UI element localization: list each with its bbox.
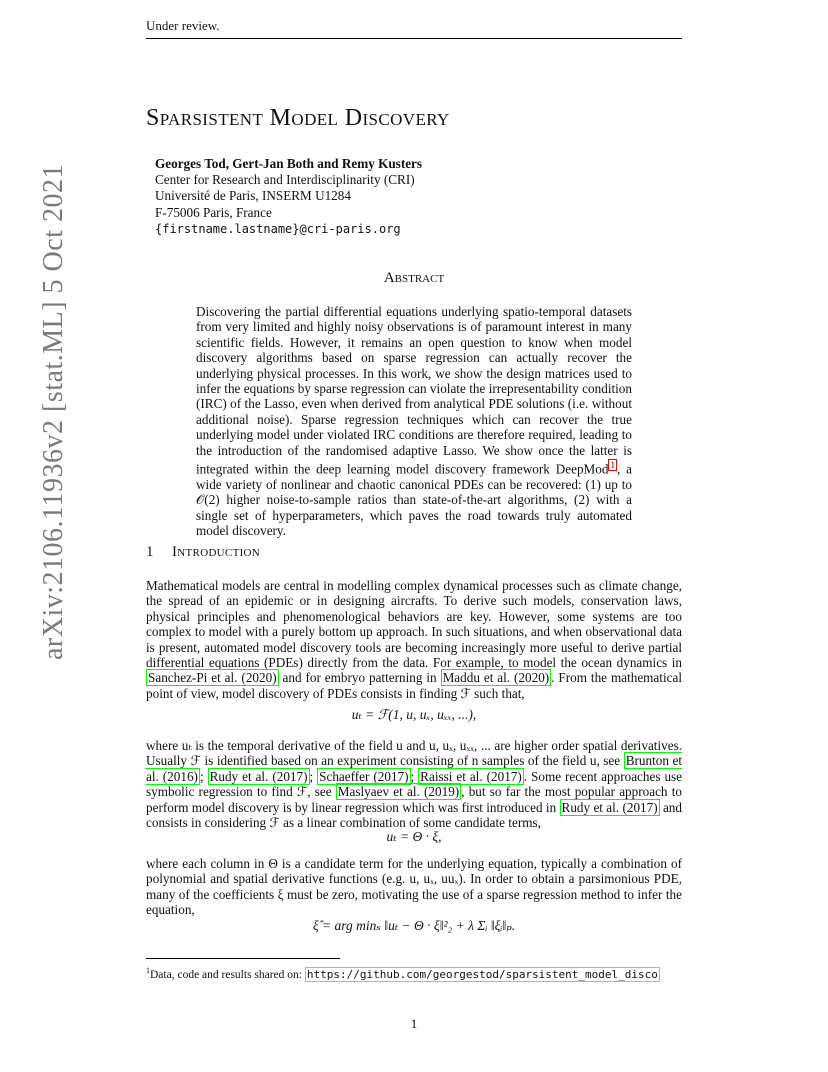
citation-link[interactable]: Raissi et al. (2017) (420, 768, 522, 784)
paragraph-text: where uₜ is the temporal derivative of the field u and u, uₓ, uₓₓ, ... are higher order spatial derivatives. Usually ℱ is identified based on an experiment consisting of n samples of the field u, see (146, 738, 682, 769)
footnote-link[interactable]: 1 (610, 460, 615, 471)
equation-3: ξ̂ = arg minₛ ‖uₜ − Θ · ξ‖²₂ + λ Σᵢ ‖ξᵢ‖ₚ. (312, 918, 516, 933)
author-block (155, 156, 422, 237)
intro-paragraph-2: where uₜ is the temporal derivative of the field u and u, uₓ, uₓₓ, ... are higher order spatial derivatives. Usually ℱ is identified based on an experiment consisting of n samples of the field u, see Brunton et al. (2016) ; Rudy et al. (2017) ; Schaeffer (2017) ; Raissi et al. (2017) . Some recent approaches use symbolic regression to find ℱ, see Maslyaev et al. (2019) , but so far the most popular approach to perform model discovery is by linear regression which was first introduced in Rudy et al. (2017) and consists in considering ℱ as a linear combination of some candidate terms, (146, 738, 683, 831)
footnote (146, 963, 686, 983)
author-names: Georges Tod, Gert-Jan Both and Remy Kusters (155, 156, 423, 171)
intro-paragraph-3: where each column in Θ is a candidate term for the underlying equation, typically a combination of polynomial and spatial derivative functions (e.g. u, uₓ, uuₓ). In order to obtain a parsimonious PDE, many of the coefficients ξ must be zero, motivating the use of a sparse regression method to infer the equation, (146, 856, 682, 918)
paper-title: Sparsistent Model Discovery (146, 105, 450, 131)
arxiv-identifier: arXiv:2106.11936v2 [stat.ML] 5 Oct 2021 (38, 164, 69, 660)
citation-link[interactable]: Schaeffer (2017) (319, 768, 409, 784)
header-rule (146, 38, 682, 39)
footnote-text: Data, code and results shared on: (150, 968, 305, 981)
author-email: {firstname.lastname}@cri-paris.org (155, 221, 401, 236)
affiliation-line-3: F-75006 Paris, France (155, 204, 272, 220)
paragraph-text: . From the mathematical point of view, model discovery of PDEs consists in finding ℱ such that, (146, 670, 682, 701)
citation-link[interactable]: Rudy et al. (2017) (209, 768, 308, 784)
section-title: Introduction (172, 544, 261, 560)
affiliation-line-1: Center for Research and Interdisciplinarity (CRI) (155, 172, 415, 188)
affiliation-line-2: Université de Paris, INSERM U1284 (155, 188, 351, 204)
header-text: Under review. (146, 18, 220, 33)
citation-link[interactable]: Maslyaev et al. (2019) (337, 784, 460, 800)
citation-link[interactable]: Maddu et al. (2020) (442, 670, 550, 686)
citation-link[interactable]: Sanchez-Pi et al. (2020) (148, 670, 277, 686)
page-number: 1 (410, 1016, 418, 1031)
paragraph-text: Mathematical models are central in modelling complex dynamical processes such as climate change, the spread of an epidemic or in designing aircrafts. To derive such models, conservation laws, physical principles and phenomenological behaviors are key. However, some systems are too complex to model with a purely bottom up approach. In such situations, and when observational data is present, automated model discovery tools are becoming increasingly more useful to derive partial differential equations (PDEs) directly from the data. For example, to model the ocean dynamics in (146, 578, 682, 671)
abstract-heading: Abstract (383, 270, 445, 286)
paragraph-text: and for embryo patterning in (278, 670, 441, 686)
citation-link[interactable]: Brunton et al. (2016) (146, 753, 682, 784)
paragraph-text: , but so far the most popular approach to perform model discovery is by linear regression which was first introduced in (146, 784, 682, 815)
paragraph-text: and consists in considering ℱ as a linear combination of some candidate terms, (146, 799, 682, 831)
equation-1: uₜ = ℱ(1, u, uₓ, uₓₓ, ...), (351, 707, 477, 722)
abstract-text-a: Discovering the partial differential equations underlying spatio-temporal datasets from very limited and highly noisy observations is of paramount interest in many scientific fields. However, it remains an open question to know when model discovery algorithms based on sparse regression can actually recover the underlying physical processes. In this work, we show the design matrices used to infer the equations by sparse regression can violate the irrepresentability condition (IRC) of the Lasso, even when derived from analytical PDE solutions (i.e. without additional noise). Sparse regression techniques which can recover the true underlying model under violated IRC conditions are therefore required, leading to the introduction of the randomised adaptive Lasso. We show once the latter is integrated within the deep learning model discovery framework DeepMod (196, 304, 632, 477)
footnote-number: 1 (146, 966, 150, 975)
section-number: 1 (146, 544, 154, 560)
running-header (146, 18, 682, 39)
abstract-body (196, 304, 632, 538)
repository-link[interactable]: https://github.com/georgestod/sparsistent_model_disco (306, 967, 658, 981)
equation-2: uₜ = Θ · ξ, (386, 829, 442, 844)
footnote-rule (146, 958, 340, 959)
citation-link[interactable]: Rudy et al. (2017) (561, 799, 658, 815)
paragraph-text: . Some recent approaches use symbolic regression to find ℱ, see (146, 768, 683, 800)
section-heading (146, 544, 260, 561)
intro-paragraph-1 (146, 578, 682, 701)
abstract-text-b: , a wide variety of nonlinear and chaotic canonical PDEs can be recovered: (1) up to 𝒪(2) higher noise-to-sample ratios than state-of-the-art algorithms, (2) with a single set of hyperparameters, which paves the road towards truly automated model discovery. (196, 461, 632, 539)
